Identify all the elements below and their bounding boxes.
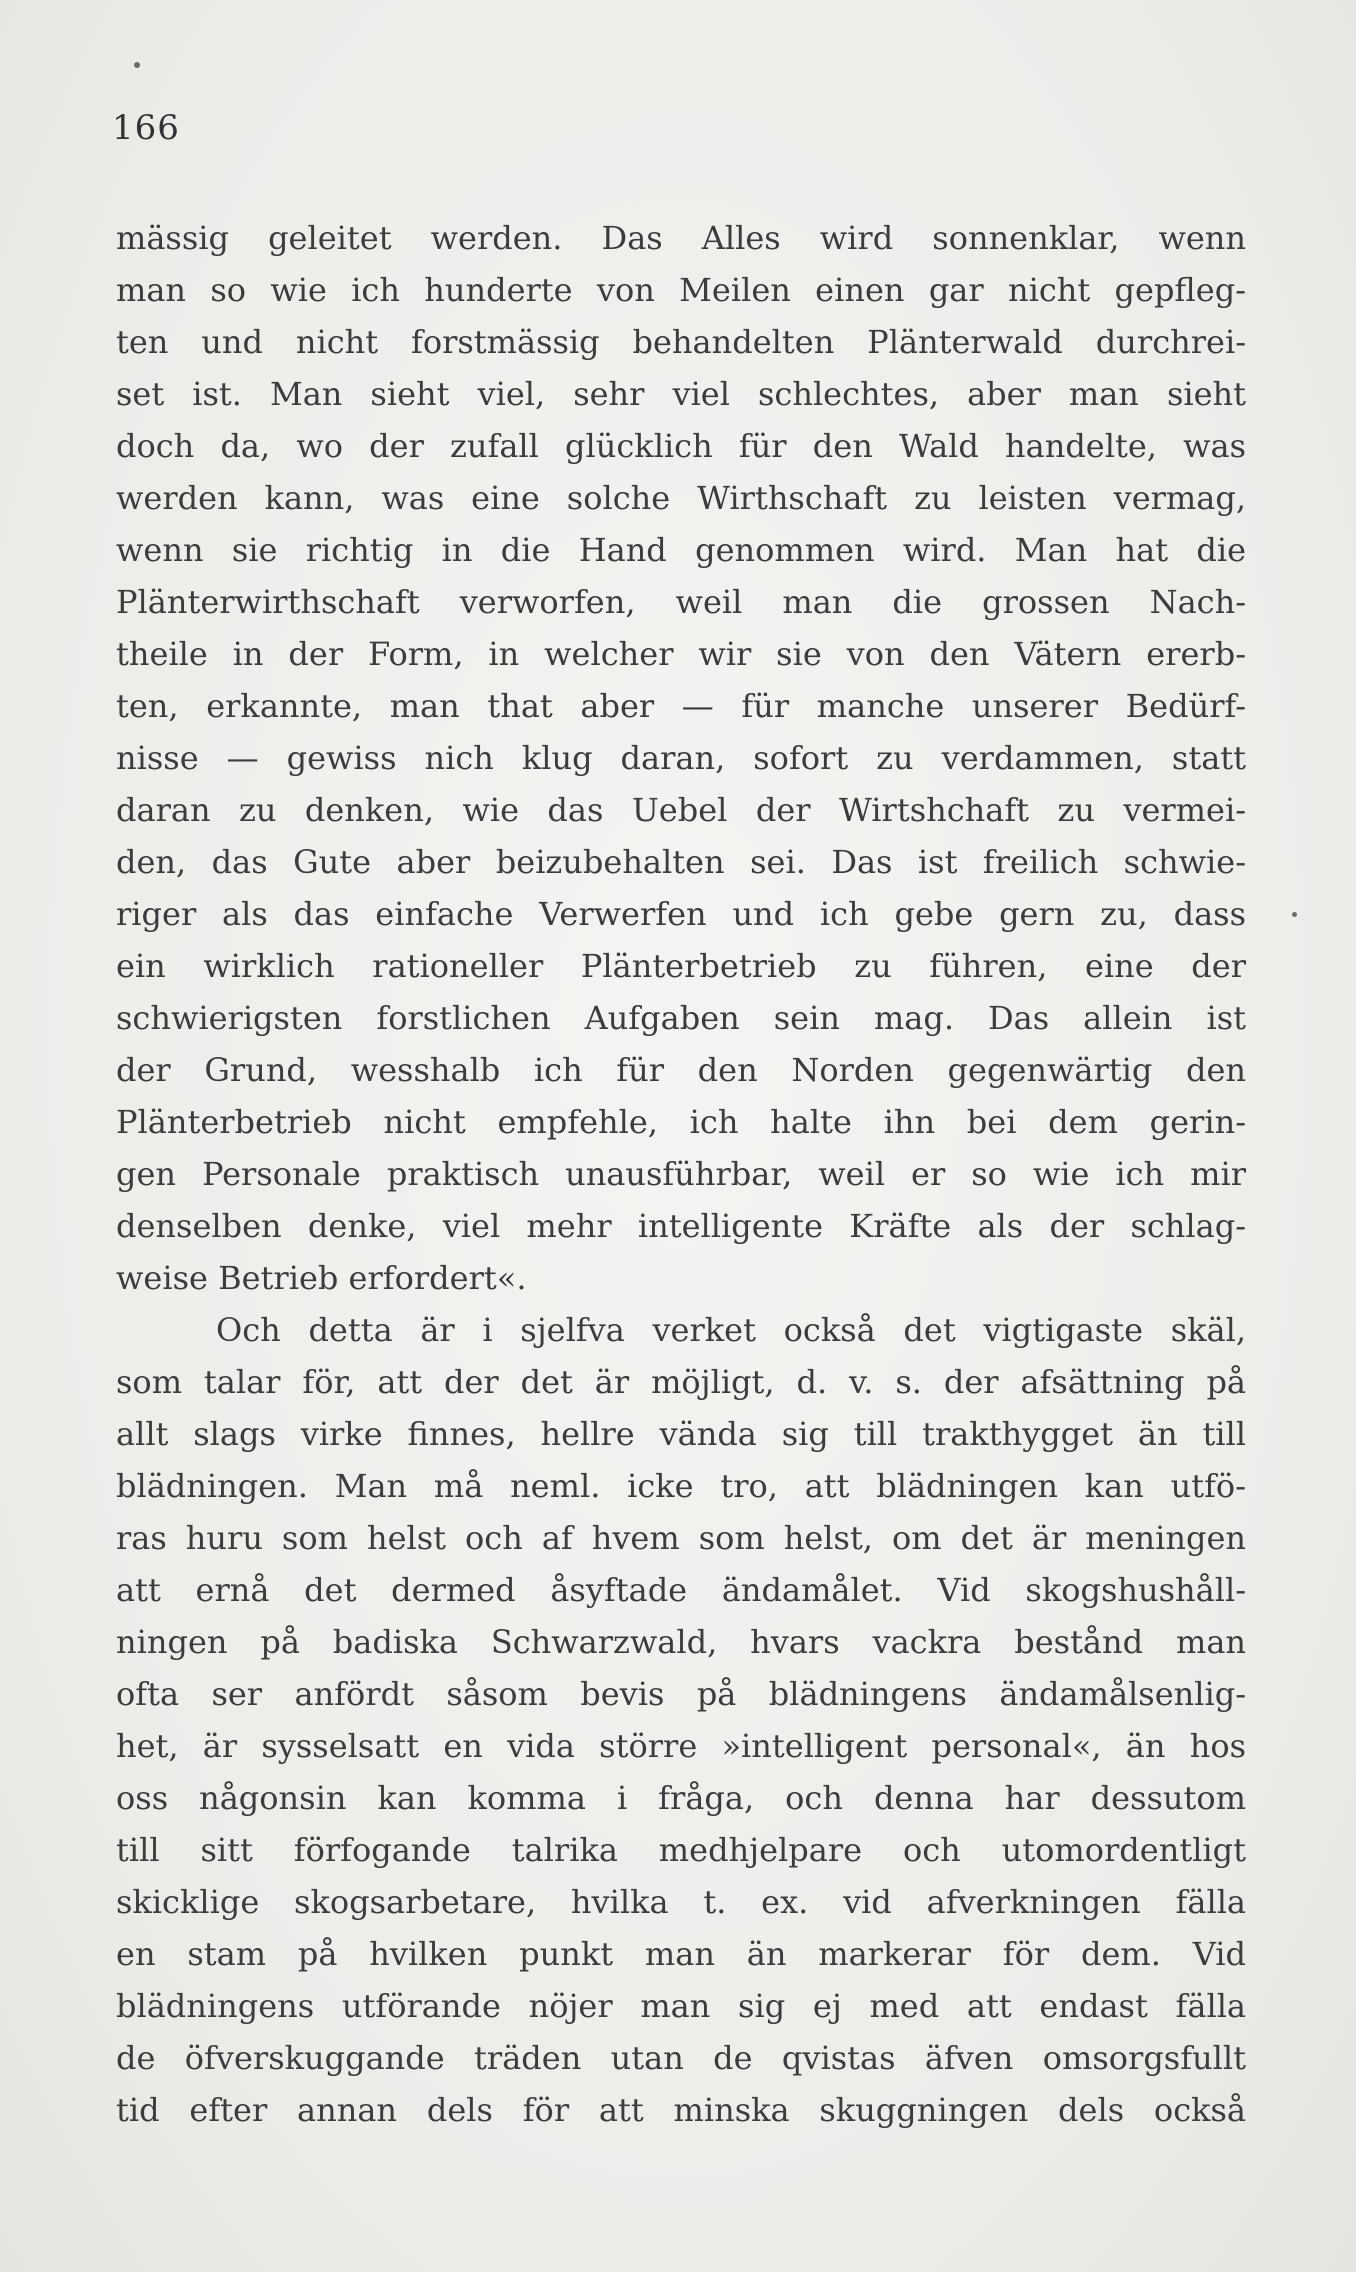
text-line: som talar för, att der det är möjligt, d. v. s. der afsättning på [116,1363,1246,1401]
text-line: en stam på hvilken punkt man än markerar för dem. Vid [116,1935,1246,1973]
text-line: gen Personale praktisch unausführbar, weil er so wie ich mir [116,1155,1246,1193]
text-line: skicklige skogsarbetare, hvilka t. ex. vid afverkningen fälla [116,1883,1246,1921]
text-line: set ist. Man sieht viel, sehr viel schlechtes, aber man sieht [116,375,1246,413]
text-line: allt slags virke finnes, hellre vända sig till trakthygget än till [116,1415,1246,1453]
body-text [116,212,1246,2136]
text-line: der Grund, wesshalb ich für den Norden gegenwärtig den [116,1051,1246,1089]
text-line: theile in der Form, in welcher wir sie von den Vätern ererb- [116,635,1246,673]
text-line: ningen på badiska Schwarzwald, hvars vackra bestånd man [116,1623,1246,1661]
text-line: denselben denke, viel mehr intelligente Kräfte als der schlag- [116,1207,1246,1245]
text-line: ten, erkannte, man that aber — für manche unserer Bedürf- [116,687,1246,725]
text-line: ein wirklich rationeller Plänterbetrieb zu führen, eine der [116,947,1246,985]
text-line: mässig geleitet werden. Das Alles wird sonnenklar, wenn [116,219,1246,257]
ink-speck [1292,912,1297,917]
text-line: doch da, wo der zufall glücklich für den Wald handelte, was [116,427,1246,465]
ink-speck [134,62,140,68]
text-line: ofta ser anfördt såsom bevis på blädningens ändamålsenlig- [116,1675,1246,1713]
text-line: Plänterbetrieb nicht empfehle, ich halte ihn bei dem gerin- [116,1103,1246,1141]
text-line: den, das Gute aber beizubehalten sei. Das ist freilich schwie- [116,843,1246,881]
text-line: wenn sie richtig in die Hand genommen wird. Man hat die [116,531,1246,569]
text-line: Och detta är i sjelfva verket också det vigtigaste skäl, [216,1311,1246,1349]
text-line: schwierigsten forstlichen Aufgaben sein mag. Das allein ist [116,999,1246,1037]
text-line: ras huru som helst och af hvem som helst, om det är meningen [116,1519,1246,1557]
text-line: man so wie ich hunderte von Meilen einen gar nicht gepfleg- [116,271,1246,309]
text-line: blädningens utförande nöjer man sig ej med att endast fälla [116,1987,1246,2025]
text-line: riger als das einfache Verwerfen und ich gebe gern zu, dass [116,895,1246,933]
page-number: 166 [112,108,180,148]
text-line: Plänterwirthschaft verworfen, weil man die grossen Nach- [116,583,1246,621]
text-line: werden kann, was eine solche Wirthschaft zu leisten vermag, [116,479,1246,517]
text-line: blädningen. Man må neml. icke tro, att blädningen kan utfö- [116,1467,1246,1505]
text-line: het, är sysselsatt en vida större »intelligent personal«, än hos [116,1727,1246,1765]
text-line: de öfverskuggande träden utan de qvistas äfven omsorgsfullt [116,2039,1246,2077]
text-line: ten und nicht forstmässig behandelten Plänterwald durchrei- [116,323,1246,361]
text-line: till sitt förfogande talrika medhjelpare och utomordentligt [116,1831,1246,1869]
text-line: weise Betrieb erfordert«. [116,1259,527,1297]
text-line: nisse — gewiss nich klug daran, sofort zu verdammen, statt [116,739,1246,777]
text-line: daran zu denken, wie das Uebel der Wirtshchaft zu vermei- [116,791,1246,829]
text-line: oss någonsin kan komma i fråga, och denna har dessutom [116,1779,1246,1817]
text-line: att ernå det dermed åsyftade ändamålet. Vid skogshushåll- [116,1571,1246,1609]
text-line: tid efter annan dels för att minska skuggningen dels också [116,2091,1246,2129]
